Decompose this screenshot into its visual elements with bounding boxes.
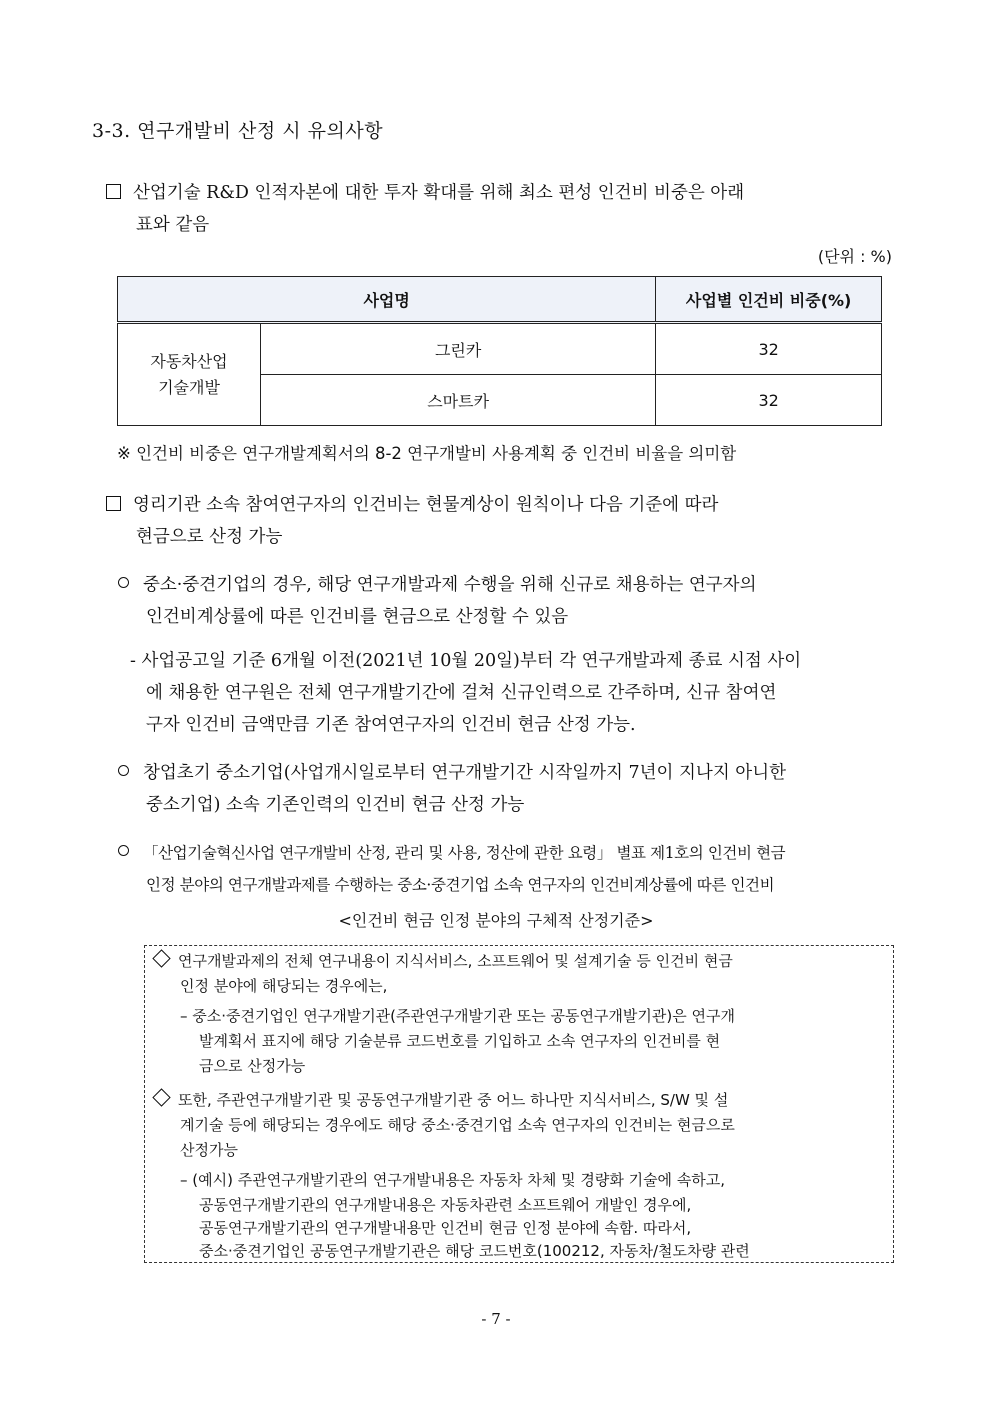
diamond-bullet-icon: [152, 949, 170, 967]
dash1-line1: - 사업공고일 기준 6개월 이전(2021년 10월 20일)부터 각 연구개발과제 종료 시점 사이: [130, 651, 802, 671]
checkbox-square-icon: [106, 184, 121, 199]
header-business-name: 사업명: [118, 277, 656, 323]
row-value: 32: [656, 375, 882, 426]
criteria-d1-line1: 연구개발과제의 전체 연구내용이 지식서비스, 소프트웨어 및 설계기술 등 인건비 현금: [149, 949, 889, 974]
criteria-d1-line2: 인정 분야에 해당되는 경우에는,: [180, 977, 388, 995]
row-value: 32: [656, 323, 882, 375]
criteria-d2-line2: 계기술 등에 해당되는 경우에도 해당 중소·중견기업 소속 연구자의 인건비는 현금으로: [180, 1116, 735, 1134]
criteria-d2-sub-line1: – (예시) 주관연구개발기관의 연구개발내용은 자동차 차체 및 경량화 기술에 속하고,: [180, 1171, 726, 1189]
row-name: 그린카: [261, 323, 656, 375]
section-title: 3-3. 연구개발비 산정 시 유의사항: [92, 120, 384, 142]
criteria-d2-sub-line3: 공동연구개발기관의 연구개발내용만 인건비 현금 인정 분야에 속함. 따라서,: [199, 1219, 692, 1237]
unit-label: (단위 : %): [817, 247, 892, 266]
criteria-d1-sub-line3: 금으로 산정가능: [199, 1057, 306, 1075]
sub1-line1: 중소·중견기업의 경우, 해당 연구개발과제 수행을 위해 신규로 채용하는 연구자의: [118, 568, 898, 602]
circle-bullet-icon: [118, 765, 129, 776]
row-name: 스마트카: [261, 375, 656, 426]
criteria-d1-sub-line1: – 중소·중견기업인 연구개발기관(주관연구개발기관 또는 공동연구개발기관)은 연구개: [180, 1007, 735, 1025]
page-number: - 7 -: [481, 1310, 511, 1328]
circle-bullet-icon: [118, 845, 129, 856]
item2-line1: 영리기관 소속 참여연구자의 인건비는 현물계상이 원칙이나 다음 기준에 따라: [106, 488, 896, 522]
criteria-d1-sub-line2: 발계획서 표지에 해당 기술분류 코드번호를 기입하고 소속 연구자의 인건비를 현: [199, 1032, 721, 1050]
checkbox-square-icon: [106, 496, 121, 511]
criteria-d2-sub-line2: 공동연구개발기관의 연구개발내용은 자동차관련 소프트웨어 개발인 경우에,: [199, 1196, 692, 1214]
criteria-d2-line3: 산정가능: [180, 1141, 238, 1159]
circle-bullet-icon: [118, 577, 129, 588]
criteria-box: [144, 945, 894, 1263]
item1-line1: 산업기술 R&D 인적자본에 대한 투자 확대를 위해 최소 편성 인건비 비중은 아래: [106, 176, 896, 210]
dash1-line2: 에 채용한 연구원은 전체 연구개발기간에 걸쳐 신규인력으로 간주하며, 신규 참여연: [146, 683, 777, 703]
sub3-line1: 「산업기술혁신사업 연구개발비 산정, 관리 및 사용, 정산에 관한 요령」 별표 제1호의 인건비 현금: [118, 836, 898, 870]
item1-line2: 표와 같음: [136, 215, 210, 235]
table-row: [118, 323, 882, 375]
sub3-line2: 인정 분야의 연구개발과제를 수행하는 중소·중견기업 소속 연구자의 인건비계상률에 따른 인건비: [146, 876, 775, 894]
sub2-line1: 창업초기 중소기업(사업개시일로부터 연구개발기간 시작일까지 7년이 지나지 아니한: [118, 756, 898, 790]
criteria-title: <인건비 현금 인정 분야의 구체적 산정기준>: [338, 911, 654, 930]
criteria-d2-sub-line4: 중소·중견기업인 공동연구개발기관은 해당 코드번호(100212, 자동차/철도차량 관련: [199, 1242, 750, 1260]
header-ratio: 사업별 인건비 비중(%): [656, 277, 882, 323]
sub2-line2: 중소기업) 소속 기존인력의 인건비 현금 산정 가능: [146, 795, 525, 815]
sub1-line2: 인건비계상률에 따른 인건비를 현금으로 산정할 수 있음: [146, 607, 569, 627]
item2-line2: 현금으로 산정 가능: [136, 527, 283, 547]
diamond-bullet-icon: [152, 1088, 170, 1106]
criteria-d2-line1: 또한, 주관연구개발기관 및 공동연구개발기관 중 어느 하나만 지식서비스, S/W 및 설: [149, 1088, 889, 1113]
labor-cost-ratio-table: [117, 276, 882, 426]
dash1-line3: 구자 인건비 금액만큼 기존 참여연구자의 인건비 현금 산정 가능.: [146, 715, 636, 735]
table-note: ※ 인건비 비중은 연구개발계획서의 8-2 연구개발비 사용계획 중 인건비 비율을 의미함: [117, 444, 737, 463]
group-cell: 자동차산업 기술개발: [118, 323, 261, 426]
